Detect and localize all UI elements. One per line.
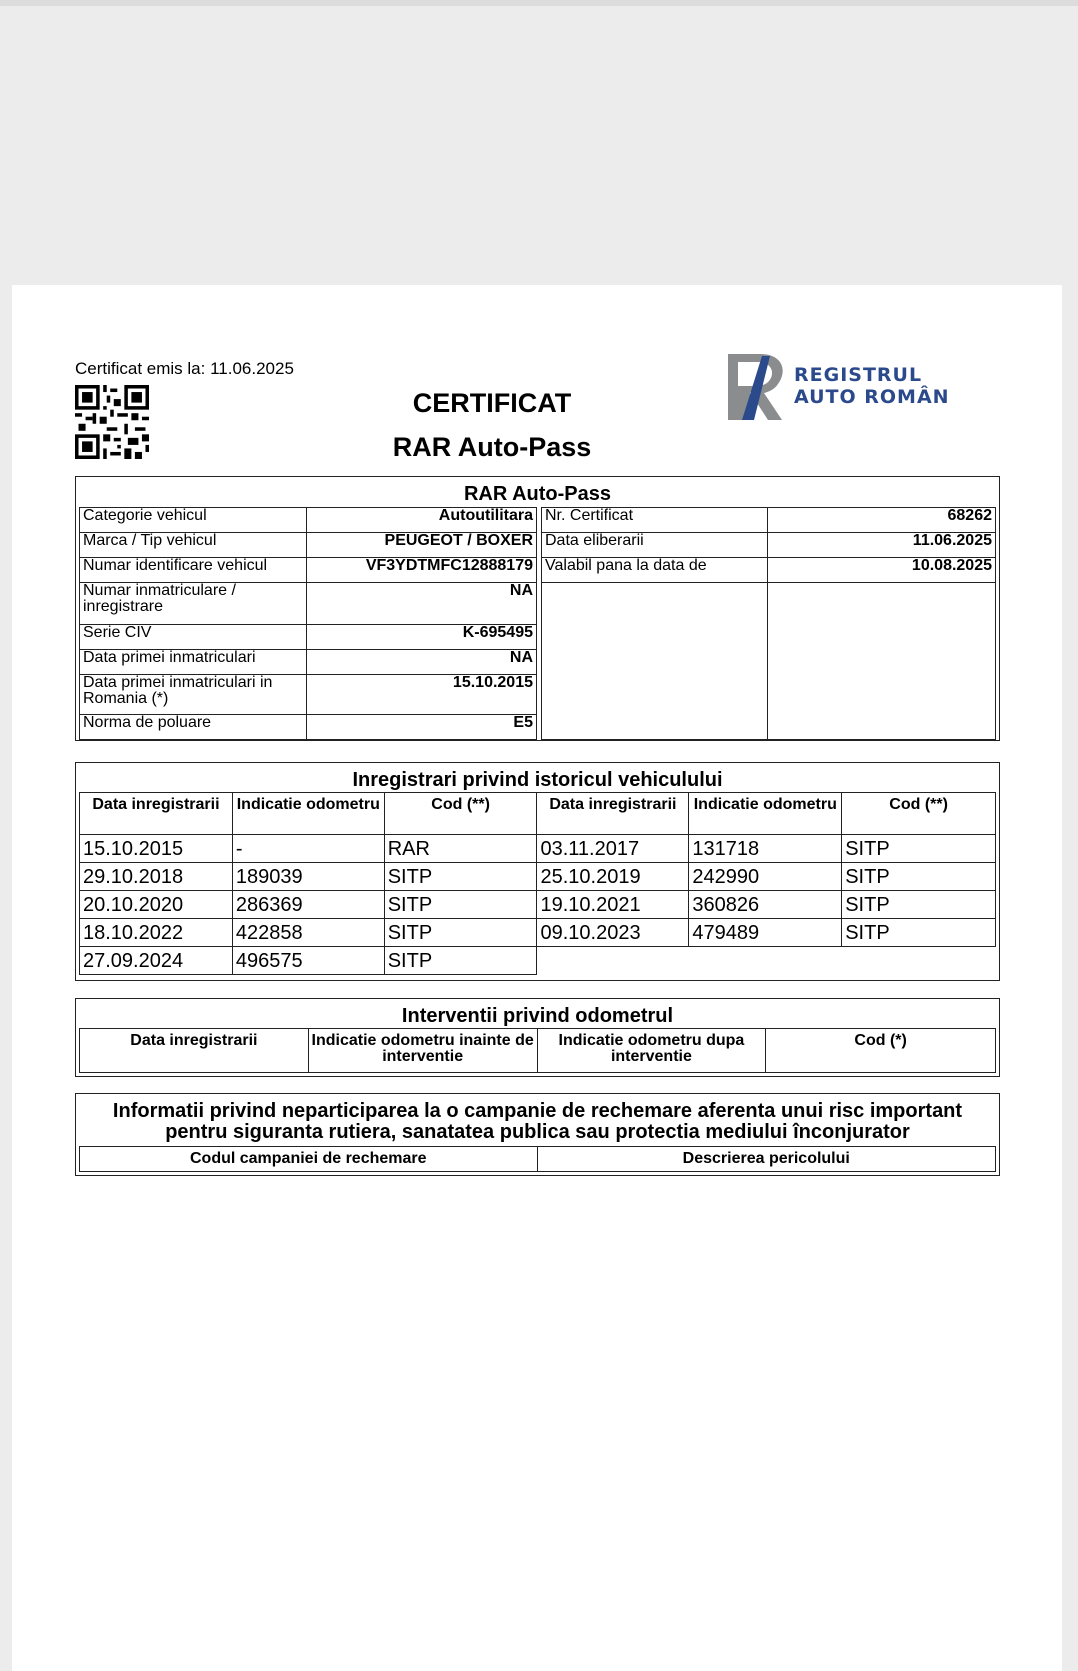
- recall-section: [75, 1093, 1000, 1176]
- table-cell: 03.11.2017: [537, 835, 689, 863]
- table-row: [80, 863, 996, 891]
- detail-value: K-695495: [307, 625, 537, 650]
- vehicle-details-table: [79, 507, 537, 740]
- column-header: Indicatie odometru dupa interventie: [537, 1029, 766, 1073]
- certificate-details-table: [541, 507, 996, 740]
- table-row: [542, 508, 996, 533]
- detail-label: Categorie vehicul: [80, 508, 307, 533]
- detail-value: E5: [307, 715, 537, 740]
- table-cell: SITP: [842, 835, 996, 863]
- table-row: [80, 891, 996, 919]
- summary-section: [75, 476, 1000, 741]
- detail-label: Numar identificare vehicul: [80, 558, 307, 583]
- detail-value: 10.08.2025: [768, 558, 996, 583]
- column-header: Indicatie odometru: [689, 793, 842, 835]
- table-header-row: [80, 793, 996, 835]
- detail-label: Numar inmatriculare / inregistrare: [80, 583, 307, 625]
- detail-label: Norma de poluare: [80, 715, 307, 740]
- detail-label: Data primei inmatriculari in Romania (*): [80, 675, 307, 715]
- logo-line-2: AUTO ROMÂN: [794, 386, 950, 408]
- table-cell: 15.10.2015: [80, 835, 233, 863]
- table-cell: 18.10.2022: [80, 919, 233, 947]
- table-row: [80, 583, 537, 625]
- recall-title: Informatii privind neparticiparea la o campanie de rechemare aferenta unui risc important pentru siguranta rutiera, sanatatea publica sau protectia mediului înconjurator: [112, 1100, 963, 1143]
- table-cell: SITP: [842, 891, 996, 919]
- detail-value: VF3YDTMFC12888179: [307, 558, 537, 583]
- column-header: Data inregistrarii: [80, 1029, 309, 1073]
- summary-title: RAR Auto-Pass: [463, 483, 612, 505]
- detail-value: NA: [307, 650, 537, 675]
- table-cell: RAR: [384, 835, 537, 863]
- certificate-title: CERTIFICAT: [412, 388, 572, 418]
- column-header: Cod (**): [384, 793, 537, 835]
- recall-table: [79, 1146, 996, 1172]
- detail-value: Autoutilitara: [307, 508, 537, 533]
- table-cell: 286369: [232, 891, 384, 919]
- table-row: [80, 508, 537, 533]
- empty-cell: [542, 583, 768, 740]
- certificate-page: [12, 285, 1062, 1671]
- column-header: Descrierea pericolului: [537, 1147, 996, 1172]
- detail-label: Data eliberarii: [542, 533, 768, 558]
- detail-label: Nr. Certificat: [542, 508, 768, 533]
- table-row: [80, 835, 996, 863]
- table-cell: SITP: [842, 863, 996, 891]
- rar-logo: [724, 348, 954, 422]
- issued-date: Certificat emis la: 11.06.2025: [75, 359, 294, 378]
- table-row: [542, 533, 996, 558]
- detail-label: Marca / Tip vehicul: [80, 533, 307, 558]
- detail-value: PEUGEOT / BOXER: [307, 533, 537, 558]
- table-cell: 20.10.2020: [80, 891, 233, 919]
- table-cell: -: [232, 835, 384, 863]
- history-section: [75, 762, 1000, 981]
- table-cell: SITP: [384, 919, 537, 947]
- interventions-title: Interventii privind odometrul: [401, 1005, 674, 1027]
- detail-value: 15.10.2015: [307, 675, 537, 715]
- table-row: [80, 533, 537, 558]
- column-header: Indicatie odometru: [232, 793, 384, 835]
- history-title: Inregistrari privind istoricul vehiculului: [352, 769, 723, 791]
- detail-value: 68262: [768, 508, 996, 533]
- table-cell: 29.10.2018: [80, 863, 233, 891]
- detail-label: Data primei inmatriculari: [80, 650, 307, 675]
- interventions-section: [75, 998, 1000, 1077]
- table-cell: SITP: [384, 891, 537, 919]
- table-row: [80, 558, 537, 583]
- column-header: Codul campaniei de rechemare: [80, 1147, 538, 1172]
- table-cell: 189039: [232, 863, 384, 891]
- table-cell: 422858: [232, 919, 384, 947]
- table-row: [80, 650, 537, 675]
- table-header-row: [80, 1029, 996, 1073]
- column-header: Data inregistrarii: [80, 793, 233, 835]
- table-cell: 360826: [689, 891, 842, 919]
- table-cell: SITP: [384, 947, 537, 975]
- table-row: [80, 947, 996, 975]
- table-row: [542, 583, 996, 740]
- top-bar: [0, 0, 1078, 6]
- table-cell: 19.10.2021: [537, 891, 689, 919]
- table-cell: 25.10.2019: [537, 863, 689, 891]
- certificate-subtitle: RAR Auto-Pass: [392, 432, 592, 462]
- rar-logo-mark-icon: [724, 348, 788, 422]
- table-row: [542, 558, 996, 583]
- column-header: Indicatie odometru inainte de interventie: [308, 1029, 537, 1073]
- detail-value: NA: [307, 583, 537, 625]
- column-header: Cod (**): [842, 793, 996, 835]
- table-row: [80, 919, 996, 947]
- detail-value: 11.06.2025: [768, 533, 996, 558]
- empty-cell: [537, 947, 996, 975]
- table-cell: SITP: [842, 919, 996, 947]
- history-table: [79, 792, 996, 975]
- detail-label: Serie CIV: [80, 625, 307, 650]
- column-header: Cod (*): [766, 1029, 996, 1073]
- table-cell: 242990: [689, 863, 842, 891]
- empty-cell: [768, 583, 996, 740]
- column-header: Data inregistrarii: [537, 793, 689, 835]
- table-cell: 479489: [689, 919, 842, 947]
- table-header-row: [80, 1147, 996, 1172]
- table-cell: 131718: [689, 835, 842, 863]
- detail-label: Valabil pana la data de: [542, 558, 768, 583]
- interventions-table: [79, 1028, 996, 1073]
- table-cell: SITP: [384, 863, 537, 891]
- table-cell: 09.10.2023: [537, 919, 689, 947]
- logo-line-1: REGISTRUL: [794, 364, 923, 386]
- qr-code-icon: [75, 385, 149, 459]
- table-row: [80, 715, 537, 740]
- table-cell: 27.09.2024: [80, 947, 233, 975]
- table-row: [80, 675, 537, 715]
- table-row: [80, 625, 537, 650]
- table-cell: 496575: [232, 947, 384, 975]
